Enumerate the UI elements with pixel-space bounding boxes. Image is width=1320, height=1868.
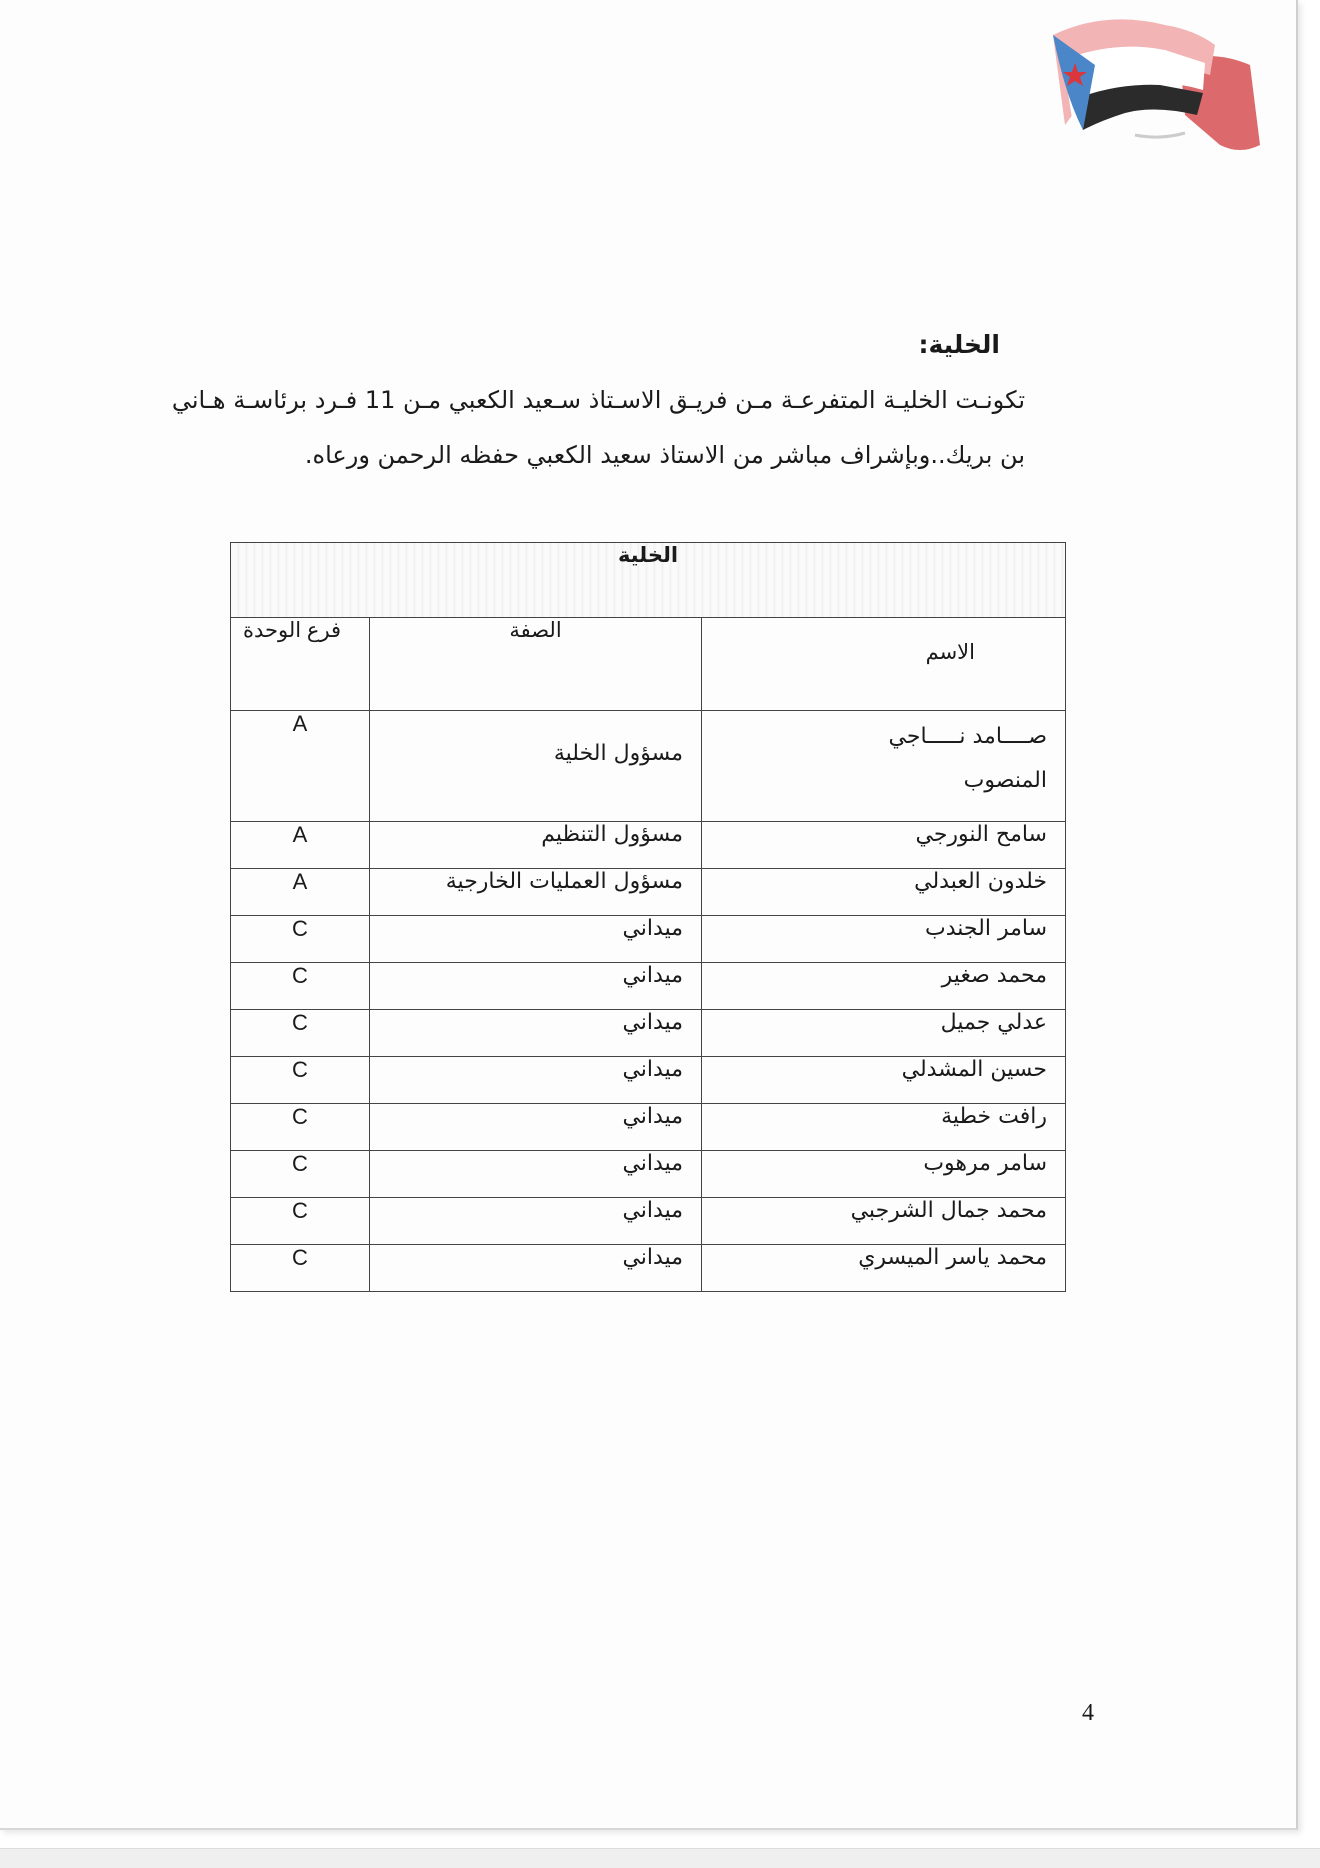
header-name: الاسم bbox=[702, 618, 1066, 711]
member-name-line-1: صــــامد نـــــاجي bbox=[888, 724, 1047, 749]
member-name: محمد صغير bbox=[702, 963, 1066, 1010]
member-role: ميداني bbox=[370, 916, 702, 963]
member-branch: C bbox=[231, 1245, 370, 1292]
table-row bbox=[231, 869, 1066, 916]
member-name: سامح النورجي bbox=[702, 822, 1066, 869]
member-role: مسؤول الخلية bbox=[370, 711, 702, 822]
member-name-line-2: المنصوب bbox=[963, 768, 1047, 793]
table-row bbox=[231, 963, 1066, 1010]
member-name: خلدون العبدلي bbox=[702, 869, 1066, 916]
member-role: ميداني bbox=[370, 1151, 702, 1198]
header-branch: فرع الوحدة bbox=[231, 618, 370, 711]
member-branch: A bbox=[231, 869, 370, 916]
member-role: ميداني bbox=[370, 1057, 702, 1104]
member-name: حسين المشدلي bbox=[702, 1057, 1066, 1104]
member-branch: C bbox=[231, 1010, 370, 1057]
table-header-row bbox=[231, 618, 1066, 711]
viewer-bottom-edge bbox=[0, 1848, 1320, 1868]
member-name: محمد ياسر الميسري bbox=[702, 1245, 1066, 1292]
page-number: 4 bbox=[1082, 1700, 1094, 1726]
member-name: عدلي جميل bbox=[702, 1010, 1066, 1057]
member-branch: C bbox=[231, 916, 370, 963]
member-branch: C bbox=[231, 963, 370, 1010]
member-name: رافت خطية bbox=[702, 1104, 1066, 1151]
intro-paragraph-line-2: بن بريك..وبإشراف مباشر من الاستاذ سعيد الكعبي حفظه الرحمن ورعاه. bbox=[304, 441, 1025, 469]
member-branch: C bbox=[231, 1151, 370, 1198]
member-name: سامر الجندب bbox=[702, 916, 1066, 963]
intro-paragraph-line-1: تكونـت الخليـة المتفرعـة مـن فريـق الاسـتاذ سـعيد الكعبي مـن 11 فـرد برئاسـة هـاني bbox=[171, 386, 1025, 414]
table-row bbox=[231, 1104, 1066, 1151]
section-heading: الخلية: bbox=[918, 330, 1000, 359]
member-role: ميداني bbox=[370, 1198, 702, 1245]
flag-logo-icon bbox=[1045, 5, 1265, 155]
table-row bbox=[231, 1198, 1066, 1245]
table-row bbox=[231, 916, 1066, 963]
table-row bbox=[231, 1151, 1066, 1198]
member-branch: A bbox=[231, 822, 370, 869]
member-role: مسؤول التنظيم bbox=[370, 822, 702, 869]
table-title: الخلية bbox=[231, 543, 1066, 618]
member-role: ميداني bbox=[370, 1245, 702, 1292]
member-name: سامر مرهوب bbox=[702, 1151, 1066, 1198]
member-branch: C bbox=[231, 1104, 370, 1151]
member-role: ميداني bbox=[370, 1010, 702, 1057]
table-row bbox=[231, 1057, 1066, 1104]
cell-members-table bbox=[230, 542, 1066, 1292]
member-branch: A bbox=[231, 711, 370, 822]
table-row bbox=[231, 1245, 1066, 1292]
header-role: الصفة bbox=[370, 618, 702, 711]
table-row bbox=[231, 711, 1066, 822]
member-branch: C bbox=[231, 1057, 370, 1104]
member-name: محمد جمال الشرجبي bbox=[702, 1198, 1066, 1245]
table-row bbox=[231, 1010, 1066, 1057]
table-row bbox=[231, 822, 1066, 869]
member-branch: C bbox=[231, 1198, 370, 1245]
member-role: ميداني bbox=[370, 963, 702, 1010]
member-role: ميداني bbox=[370, 1104, 702, 1151]
member-role: مسؤول العمليات الخارجية bbox=[370, 869, 702, 916]
member-name bbox=[702, 711, 1066, 822]
